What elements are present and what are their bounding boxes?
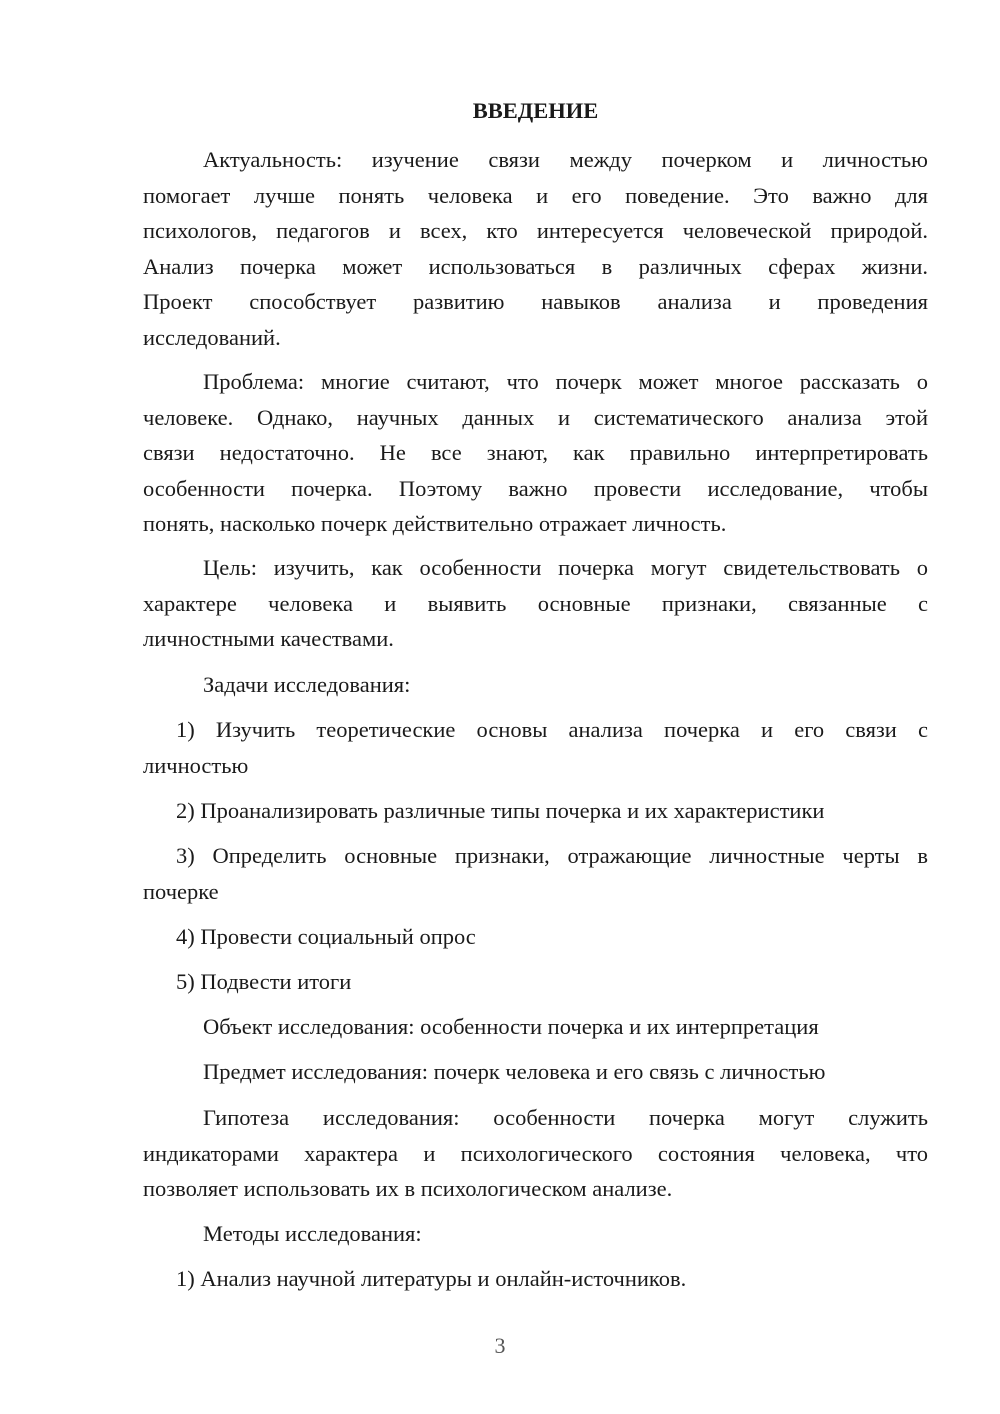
- page-number: 3: [494, 1333, 506, 1358]
- text-line: исследований.: [143, 324, 281, 350]
- text-line: особенности почерка. Поэтому важно провести исследование, чтобы: [143, 475, 928, 501]
- research-subject: Предмет исследования: почерк человека и его связь с личностью: [203, 1059, 826, 1084]
- text-line: характере человека и выявить основные признаки, связанные с: [143, 590, 928, 616]
- task-item-1: [143, 712, 928, 783]
- task-item-5: 5) Подвести итоги: [176, 969, 352, 994]
- document-page: [143, 0, 928, 1414]
- text-line: 3) Определить основные признаки, отражающие личностные черты в: [176, 843, 928, 868]
- text-line: почерке: [143, 878, 219, 904]
- text-line: Актуальность: изучение связи между почерком и личностью: [203, 147, 928, 172]
- goal-paragraph: [143, 550, 928, 657]
- text-line: позволяет использовать их в психологическом анализе.: [143, 1176, 673, 1201]
- section-title: ВВЕДЕНИЕ: [472, 98, 599, 123]
- research-object: Объект исследования: особенности почерка и их интерпретация: [203, 1014, 819, 1039]
- text-line: личностью: [143, 752, 249, 778]
- methods-heading: Методы исследования:: [203, 1221, 422, 1246]
- text-line: Анализ почерка может использоваться в различных сферах жизни.: [143, 253, 928, 279]
- text-line: личностными качествами.: [143, 626, 394, 651]
- relevance-paragraph: [143, 142, 928, 355]
- text-line: 1) Изучить теоретические основы анализа почерка и его связи с: [176, 717, 928, 742]
- text-line: Цель: изучить, как особенности почерка могут свидетельствовать о: [203, 555, 928, 580]
- text-line: Проект способствует развитию навыков анализа и проведения: [143, 289, 928, 314]
- hypothesis-paragraph: [143, 1100, 928, 1207]
- tasks-heading: Задачи исследования:: [203, 672, 411, 697]
- text-line: индикаторами характера и психологического состояния человека, что: [143, 1140, 928, 1166]
- method-item-1: 1) Анализ научной литературы и онлайн-источников.: [176, 1266, 687, 1291]
- text-line: Проблема: многие считают, что почерк может многое рассказать о: [203, 369, 928, 394]
- task-item-3: [143, 838, 928, 909]
- text-line: помогает лучше понять человека и его поведение. Это важно для: [143, 182, 928, 208]
- text-line: связи недостаточно. Не все знают, как правильно интерпретировать: [143, 440, 928, 465]
- text-line: психологов, педагогов и всех, кто интересуется человеческой природой.: [143, 218, 928, 243]
- problem-paragraph: [143, 364, 928, 542]
- text-line: понять, насколько почерк действительно отражает личность.: [143, 511, 727, 536]
- task-item-2: 2) Проанализировать различные типы почерка и их характеристики: [176, 798, 825, 823]
- text-line: Гипотеза исследования: особенности почерка могут служить: [203, 1105, 928, 1130]
- text-line: человеке. Однако, научных данных и систематического анализа этой: [143, 404, 928, 430]
- task-item-4: 4) Провести социальный опрос: [176, 924, 476, 949]
